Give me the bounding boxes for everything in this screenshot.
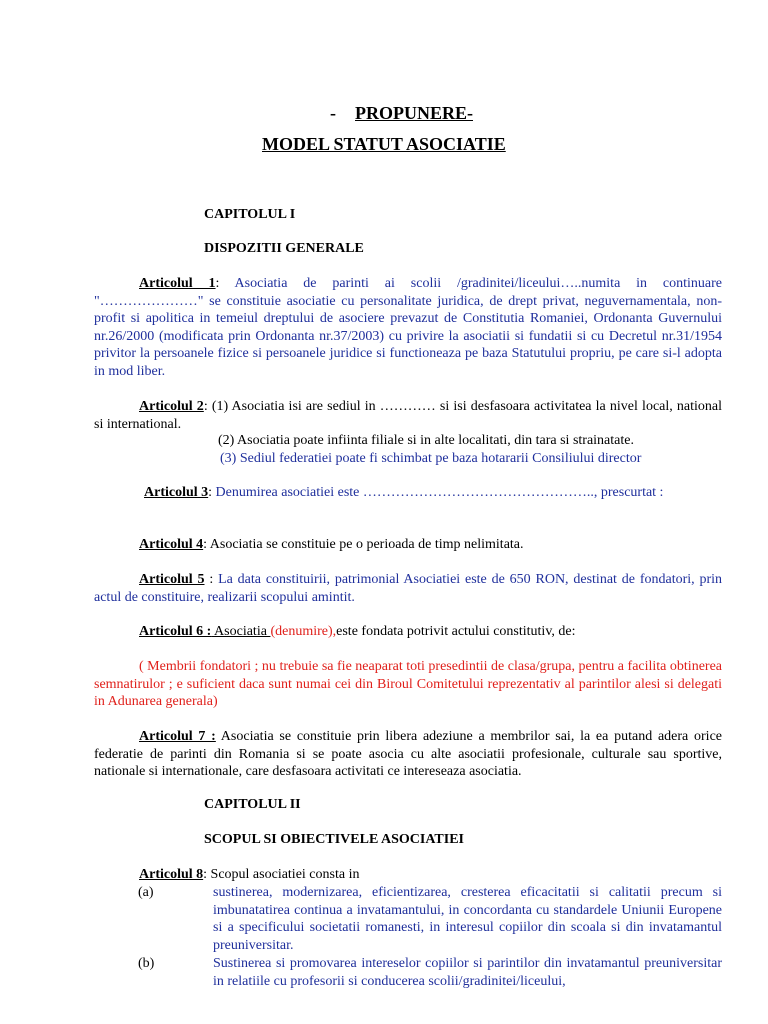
chapter-1-subheading: DISPOZITII GENERALE [204,241,364,256]
article-3-sep: : [208,485,213,500]
article-8-item-a-label: (a) [138,885,154,900]
article-1 [94,275,722,380]
article-6-note: ( Membrii fondatori ; nu trebuie sa fie neaparat toti presedintii de clasa/grupa, pentru a facilita obtinerea semnatirulor ; e suficient daca sunt numai cei din Biroul Comitetului reprezentativ al parintilor alesi si delegati in Adunarea generala) [94,659,722,709]
article-1-text: Asociatia de parinti ai scolii /gradinitei/liceului…..numita in continuare "…………………" se constituie asociatie cu personalitate juridica, de drept privat, neguvernamentala, non-profit si apolitica in temeiul dreptului de asociere prevazut de Constitutia Romaniei, Ordonanta Guvernului nr.26/2000 (modificata prin Ordonanta nr.37/2003) cu privire la asociatii si fundatii si cu Decretul nr.31/1954 privitor la persoanele fizice si persoanele juridice si functioneaza pe baza Statutului propriu, pe care si-l adopta in mod liber. [94,276,723,379]
title-dash: - [330,103,336,123]
document-title-line1 [330,102,473,124]
article-6-text-a: Asociatia [211,624,271,639]
chapter-2-heading: CAPITOLUL II [204,797,301,812]
article-7 [94,728,722,781]
article-8-item-b-text: Sustinerea si promovarea intereselor copiilor si parintilor din invatamantul preuniversitar in relatiile cu profesorii si conducerea scolii/gradinitei/liceului, [213,956,722,989]
article-8-text: Scopul asociatiei consta in [207,867,360,882]
article-8-item-b-label: (b) [138,956,155,971]
article-4-label: Articolul 4 [139,537,204,552]
article-4-text: Asociatia se constituie pe o perioada de timp nelimitata. [207,537,524,552]
chapter-2-subheading: SCOPUL SI OBIECTIVELE ASOCIATIEI [204,832,464,847]
article-2-point-3: (3) Sediul federatiei poate fi schimbat pe baza hotararii Consiliului director [220,451,642,466]
article-8 [139,867,359,883]
article-7-label: Articolul 7 : [139,729,216,744]
article-5-label: Articolul 5 [139,572,205,587]
article-2-point-2: (2) Asociatia poate infiinta filiale si in alte localitati, din tara si strainatate. [218,433,634,448]
article-2-label: Articolul 2 [139,399,204,414]
article-3 [144,485,663,501]
article-8-label: Articolul 8 [139,867,204,882]
article-5-sep: : [204,572,214,587]
title-propunere: PROPUNERE [355,103,467,123]
article-3-label: Articolul 3 [144,485,209,500]
article-5 [94,571,722,606]
article-5-text: La data constituirii, patrimonial Asociatiei este de 650 RON, destinat de fondatori, prin actul de constituire, realizarii scopului amintit. [94,572,723,605]
article-7-text: Asociatia se constituie prin libera adeziune a membrilor sai, la ea putand adera orice federatie de parinti din Romania si se poate asocia cu alte asociatii profesionale, culturale sau sportive, nationale si internationale, care desfasoara activitati ce intereseaza asociatia. [94,729,722,779]
article-2-sep: : [203,399,208,414]
article-1-label: Articolul 1 [139,276,216,291]
article-1-sep: : [215,276,220,291]
document-title-line2: MODEL STATUT ASOCIATIE [262,134,506,154]
article-4-sep: : [203,537,208,552]
article-2-text: (1) Asociatia isi are sediul in ………… si isi desfasoara activitatea la nivel local, national si international. [94,399,722,432]
article-8-sep: : [203,867,208,882]
article-6-label: Articolul 6 : [139,624,212,639]
article-3-text: Denumirea asociatiei este ………………………………………….., prescurtat : [212,485,664,500]
article-6-text-b: este fondata potrivit actului constitutiv, de: [336,624,576,639]
title-suffix: - [467,103,473,123]
article-6 [139,624,576,640]
article-6-text-red: (denumire), [270,624,337,639]
article-4 [139,537,524,553]
article-2 [94,398,722,433]
article-8-item-a-text: sustinerea, modernizarea, eficientizarea, cresterea eficacitatii si calitatii precum si imbunatatirea continua a invatamantului, in concordanta cu standardele Uniunii Europene si a specificului societatii romanesti, in interesul copiilor din scoala si din invatamantul preuniversitar. [213,885,722,953]
chapter-1-heading: CAPITOLUL I [204,207,296,222]
